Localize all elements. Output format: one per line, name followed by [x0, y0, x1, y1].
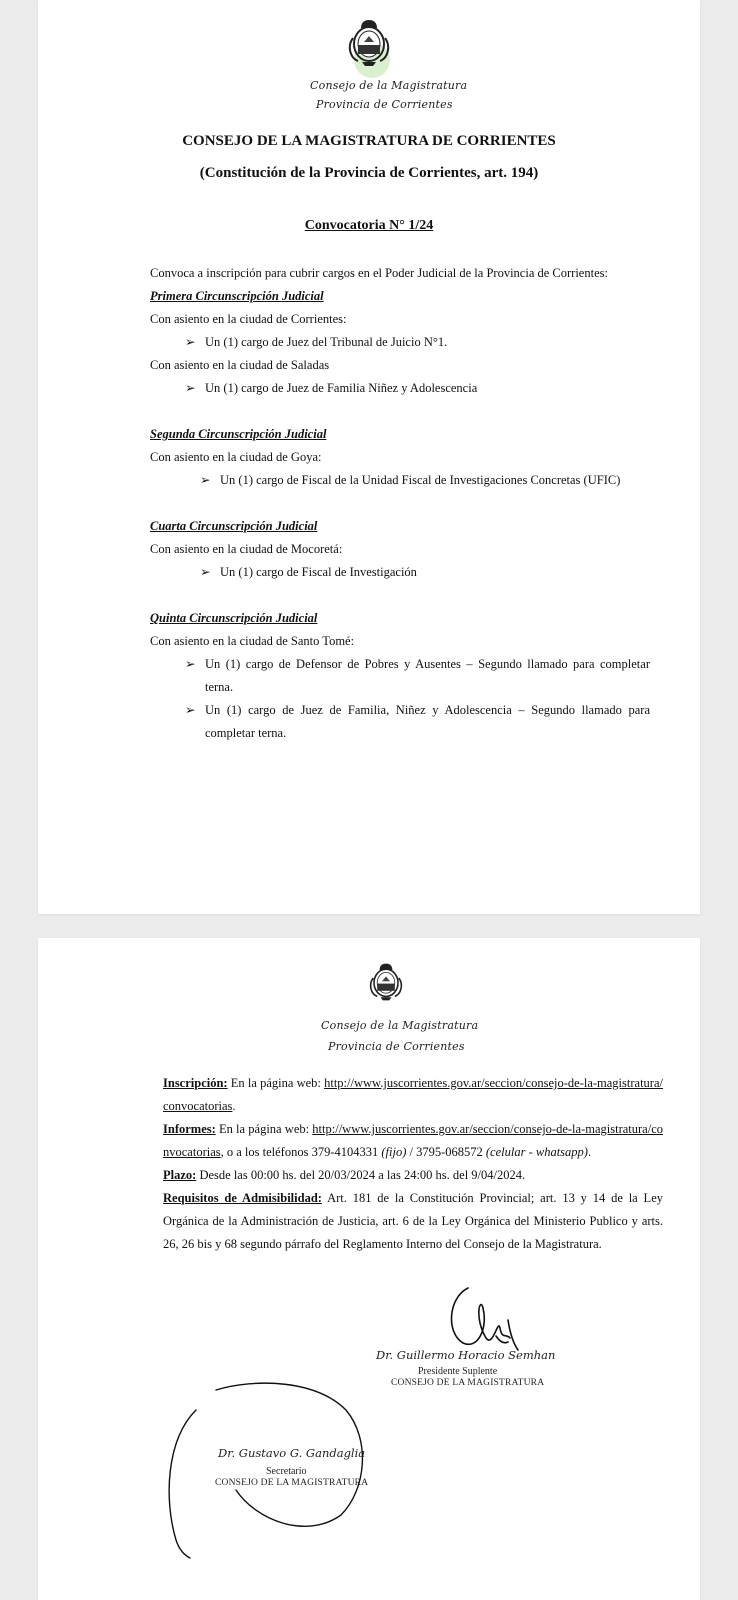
seat-line: Con asiento en la ciudad de Corrientes: [150, 312, 347, 326]
signature2-org: CONSEJO DE LA MAGISTRATURA [215, 1478, 369, 1488]
document-page-2 [38, 938, 700, 1600]
informes-fijo: (fijo) [381, 1145, 407, 1159]
arrow-bullet-icon: ➢ [200, 473, 211, 487]
document-page-1 [38, 0, 700, 914]
seal-caption-line1: Consejo de la Magistratura [310, 79, 468, 92]
requisitos-paragraph [163, 1187, 663, 1256]
inscripcion-paragraph [163, 1072, 663, 1118]
signature2-name: Dr. Gustavo G. Gandaglia [218, 1446, 366, 1460]
informes-text: En la página web: [215, 1122, 313, 1136]
list-item [150, 561, 650, 584]
list-item-text: Un (1) cargo de Juez de Familia, Niñez y Adolescencia – Segundo llamado para completar terna. [205, 703, 650, 740]
arrow-bullet-icon: ➢ [185, 381, 196, 395]
signature1-org: CONSEJO DE LA MAGISTRATURA [391, 1378, 545, 1388]
requisitos-text: Art. 181 de la Constitución Provincial; art. 13 y 14 de la Ley Orgánica de la Administración de Justicia, art. 6 de la Ley Orgánica del Ministerio Publico y arts. 26, 26 bis y 68 segundo párrafo del Reglamento Interno del Consejo de la Magistratura. [163, 1191, 663, 1251]
seat-line: Con asiento en la ciudad de Saladas [150, 358, 330, 372]
requisitos-label: Requisitos de Admisibilidad: [163, 1191, 322, 1205]
informes-phones-text: , o a los teléfonos 379-4104331 [220, 1145, 382, 1159]
list-item-text: Un (1) cargo de Fiscal de la Unidad Fiscal de Investigaciones Concretas (UFIC) [220, 473, 621, 487]
list-item [150, 377, 650, 400]
seal-emblem-icon [366, 958, 406, 1014]
arrow-bullet-icon: ➢ [185, 703, 196, 717]
list-item-text: Un (1) cargo de Juez del Tribunal de Juicio N°1. [205, 335, 448, 349]
signature-loop-icon [156, 1370, 376, 1560]
list-item-text: Un (1) cargo de Fiscal de Investigación [220, 565, 417, 579]
signature1-role: Presidente Suplente [418, 1366, 498, 1377]
plazo-label: Plazo: [163, 1168, 197, 1182]
convocatoria-title: Convocatoria N° 1/24 [304, 218, 434, 233]
list-item [150, 469, 650, 492]
informes-celular: (celular - whatsapp) [485, 1145, 588, 1159]
informes-link[interactable]: http://www.juscorrientes.gov.ar/seccion/consejo-de-la-magistratura/convocatorias [163, 1122, 663, 1159]
informes-paragraph [163, 1118, 663, 1164]
inscripcion-label: Inscripción: [163, 1076, 228, 1090]
list-item-text: Un (1) cargo de Juez de Familia Niñez y Adolescencia [205, 381, 478, 395]
plazo-text: Desde las 00:00 hs. del 20/03/2024 a las 24:00 hs. del 9/04/2024. [196, 1168, 526, 1182]
page-title: CONSEJO DE LA MAGISTRATURA DE CORRIENTES [182, 133, 556, 149]
signature2-role: Secretario [266, 1466, 307, 1477]
list-item [150, 653, 650, 699]
inscripcion-link[interactable]: http://www.juscorrientes.gov.ar/seccion/consejo-de-la-magistratura/convocatorias [163, 1076, 663, 1113]
plazo-paragraph [163, 1164, 663, 1187]
seat-line: Con asiento en la ciudad de Mocoretá: [150, 542, 343, 556]
informes-label: Informes: [163, 1122, 216, 1136]
signature1-name: Dr. Guillermo Horacio Semhan [376, 1348, 556, 1362]
convocatoria-body [150, 262, 650, 745]
section-heading: Segunda Circunscripción Judicial [150, 427, 327, 441]
seal-emblem-icon [344, 16, 394, 80]
informes-end: . [587, 1145, 592, 1159]
seal-caption-line2: Provincia de Corrientes [328, 1040, 465, 1053]
arrow-bullet-icon: ➢ [185, 657, 196, 671]
arrow-bullet-icon: ➢ [200, 565, 211, 579]
inscripcion-text: En la página web: [227, 1076, 325, 1090]
list-item [150, 331, 650, 354]
section-heading: Quinta Circunscripción Judicial [150, 611, 318, 625]
inscripcion-end: . [232, 1099, 236, 1113]
requirements-block [163, 1072, 663, 1256]
section-heading: Cuarta Circunscripción Judicial [150, 519, 318, 533]
list-item [150, 699, 650, 745]
arrow-bullet-icon: ➢ [185, 335, 196, 349]
seal-caption-line2: Provincia de Corrientes [316, 98, 453, 111]
section-heading: Primera Circunscripción Judicial [150, 289, 324, 303]
page-subtitle: (Constitución de la Provincia de Corrientes, art. 194) [199, 165, 539, 181]
seal-caption-line1: Consejo de la Magistratura [321, 1019, 479, 1032]
informes-mobile-text: / 3795-068572 [406, 1145, 486, 1159]
seat-line: Con asiento en la ciudad de Santo Tomé: [150, 634, 355, 648]
list-item-text: Un (1) cargo de Defensor de Pobres y Ausentes – Segundo llamado para completar terna. [205, 657, 650, 694]
intro-paragraph: Convoca a inscripción para cubrir cargos en el Poder Judicial de la Provincia de Corrientes: [150, 266, 608, 280]
seat-line: Con asiento en la ciudad de Goya: [150, 450, 322, 464]
signature-scribble-icon [438, 1278, 548, 1358]
